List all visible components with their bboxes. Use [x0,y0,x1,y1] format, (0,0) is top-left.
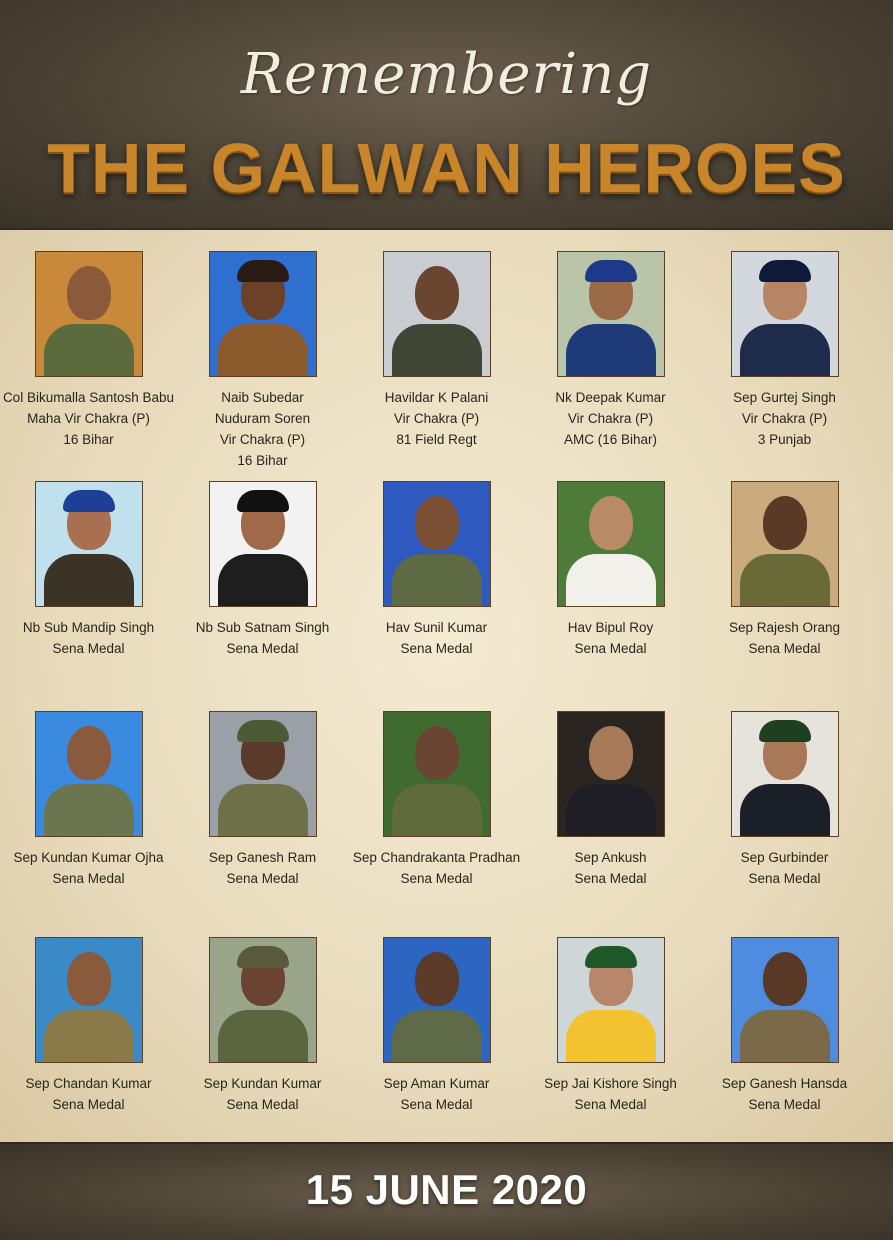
uniform-shape [566,324,656,376]
hero-name: Nb Sub Mandip Singh [22,620,155,635]
hero-photo [209,481,317,607]
hero-caption [698,1073,871,1115]
hero-caption [176,847,349,889]
uniform-shape [392,1010,482,1062]
face-shape [763,952,807,1006]
hero-name: Hav Sunil Kumar [385,620,488,635]
hero-detail: Sena Medal [574,1097,647,1112]
script-title: Remembering [240,42,653,107]
hero-photo [383,937,491,1063]
uniform-shape [218,324,308,376]
hero-detail: Sena Medal [748,871,821,886]
uniform-shape [392,554,482,606]
hero-caption [350,1073,523,1115]
uniform-shape [566,1010,656,1062]
headgear-shape [759,260,811,282]
hero-detail: Sena Medal [748,641,821,656]
hero-detail: 16 Bihar [237,453,288,468]
uniform-shape [740,324,830,376]
hero-photo [557,251,665,377]
hero-card [176,711,349,937]
hero-name: Sep Ganesh Ram [208,850,317,865]
face-shape [415,496,459,550]
hero-detail: Sena Medal [400,1097,473,1112]
hero-detail: Vir Chakra (P) [219,432,306,447]
hero-card [2,481,175,711]
uniform-shape [218,1010,308,1062]
hero-caption [350,617,523,659]
hero-name: Sep Chandan Kumar [25,1076,152,1091]
hero-caption [524,617,697,659]
uniform-shape [44,324,134,376]
uniform-shape [566,784,656,836]
hero-name: Sep Chandrakanta Pradhan [352,850,521,865]
hero-card [698,711,871,937]
hero-name: Sep Ganesh Hansda [721,1076,848,1091]
hero-caption [524,387,697,450]
hero-detail: Sena Medal [226,641,299,656]
hero-name: Sep Rajesh Orang [728,620,841,635]
hero-card [350,481,523,711]
hero-caption [350,387,523,450]
hero-card [350,711,523,937]
hero-name: Sep Gurtej Singh [733,390,836,405]
hero-card [176,937,349,1167]
headgear-shape [585,946,637,968]
hero-detail: 3 Punjab [757,432,812,447]
hero-detail: Sena Medal [52,641,125,656]
headgear-shape [585,260,637,282]
face-shape [589,496,633,550]
date-label: 15 JUNE 2020 [305,1166,588,1213]
headgear-shape [237,946,289,968]
hero-detail: Sena Medal [52,1097,125,1112]
hero-card [2,937,175,1167]
face-shape [67,266,111,320]
hero-photo [209,251,317,377]
hero-name: Sep Kundan Kumar [203,1076,322,1091]
hero-detail: Sena Medal [400,641,473,656]
hero-caption [350,847,523,889]
hero-card [524,481,697,711]
face-shape [415,952,459,1006]
hero-caption [176,1073,349,1115]
hero-caption [524,847,697,889]
hero-photo [731,251,839,377]
hero-name: Nk Deepak Kumar [555,390,666,405]
hero-detail: Sena Medal [574,871,647,886]
hero-caption [176,387,349,471]
face-shape [415,266,459,320]
headgear-shape [237,260,289,282]
uniform-shape [740,784,830,836]
heroes-board [0,230,893,1142]
hero-name: Sep Ankush [574,850,647,865]
hero-caption [2,1073,175,1115]
hero-photo [383,481,491,607]
uniform-shape [566,554,656,606]
uniform-shape [218,554,308,606]
face-shape [415,726,459,780]
hero-photo [557,937,665,1063]
hero-caption [698,617,871,659]
hero-caption [2,617,175,659]
hero-detail: Maha Vir Chakra (P) [27,411,150,426]
header-banner [0,0,893,230]
hero-photo [209,711,317,837]
hero-photo [383,711,491,837]
hero-card [698,937,871,1167]
hero-photo [557,711,665,837]
hero-detail: Sena Medal [400,871,473,886]
hero-detail: Nuduram Soren [214,411,311,426]
face-shape [763,496,807,550]
uniform-shape [740,1010,830,1062]
hero-name: Havildar K Palani [384,390,489,405]
hero-name: Col Bikumalla Santosh Babu [2,390,175,405]
hero-detail: Vir Chakra (P) [741,411,828,426]
uniform-shape [44,784,134,836]
hero-detail: Sena Medal [52,871,125,886]
hero-caption [2,847,175,889]
hero-detail: Sena Medal [226,871,299,886]
hero-detail: Vir Chakra (P) [393,411,480,426]
hero-card [2,711,175,937]
hero-card [176,481,349,711]
hero-card [350,251,523,481]
hero-photo [209,937,317,1063]
hero-card [176,251,349,481]
hero-caption [698,847,871,889]
uniform-shape [392,784,482,836]
hero-photo [731,937,839,1063]
hero-detail: 16 Bihar [63,432,114,447]
hero-photo [731,711,839,837]
hero-name: Sep Kundan Kumar Ojha [13,850,164,865]
headgear-shape [759,720,811,742]
hero-detail: 81 Field Regt [396,432,477,447]
hero-name: Sep Jai Kishore Singh [544,1076,677,1091]
hero-photo [383,251,491,377]
uniform-shape [44,554,134,606]
hero-card [698,251,871,481]
face-shape [67,726,111,780]
hero-card [350,937,523,1167]
headgear-shape [63,490,115,512]
hero-name: Sep Aman Kumar [383,1076,490,1091]
hero-name: Naib Subedar [221,390,304,405]
hero-caption [176,617,349,659]
headgear-shape [237,720,289,742]
hero-photo [35,481,143,607]
headgear-shape [237,490,289,512]
hero-caption [2,387,175,450]
hero-card [524,937,697,1167]
hero-detail: AMC (16 Bihar) [563,432,658,447]
uniform-shape [740,554,830,606]
heroes-grid [2,251,890,1167]
footer-banner [0,1142,893,1240]
hero-name: Nb Sub Satnam Singh [195,620,330,635]
hero-card [698,481,871,711]
hero-photo [35,251,143,377]
hero-caption [698,387,871,450]
hero-caption [524,1073,697,1115]
main-title: THE GALWAN HEROES [47,129,846,207]
hero-card [524,711,697,937]
uniform-shape [392,324,482,376]
hero-detail: Vir Chakra (P) [567,411,654,426]
hero-photo [731,481,839,607]
hero-name: Hav Bipul Roy [567,620,654,635]
face-shape [589,726,633,780]
uniform-shape [44,1010,134,1062]
hero-photo [35,937,143,1063]
hero-card [2,251,175,481]
hero-detail: Sena Medal [226,1097,299,1112]
hero-detail: Sena Medal [574,641,647,656]
hero-photo [35,711,143,837]
hero-name: Sep Gurbinder [740,850,829,865]
hero-card [524,251,697,481]
face-shape [67,952,111,1006]
hero-detail: Sena Medal [748,1097,821,1112]
hero-photo [557,481,665,607]
uniform-shape [218,784,308,836]
